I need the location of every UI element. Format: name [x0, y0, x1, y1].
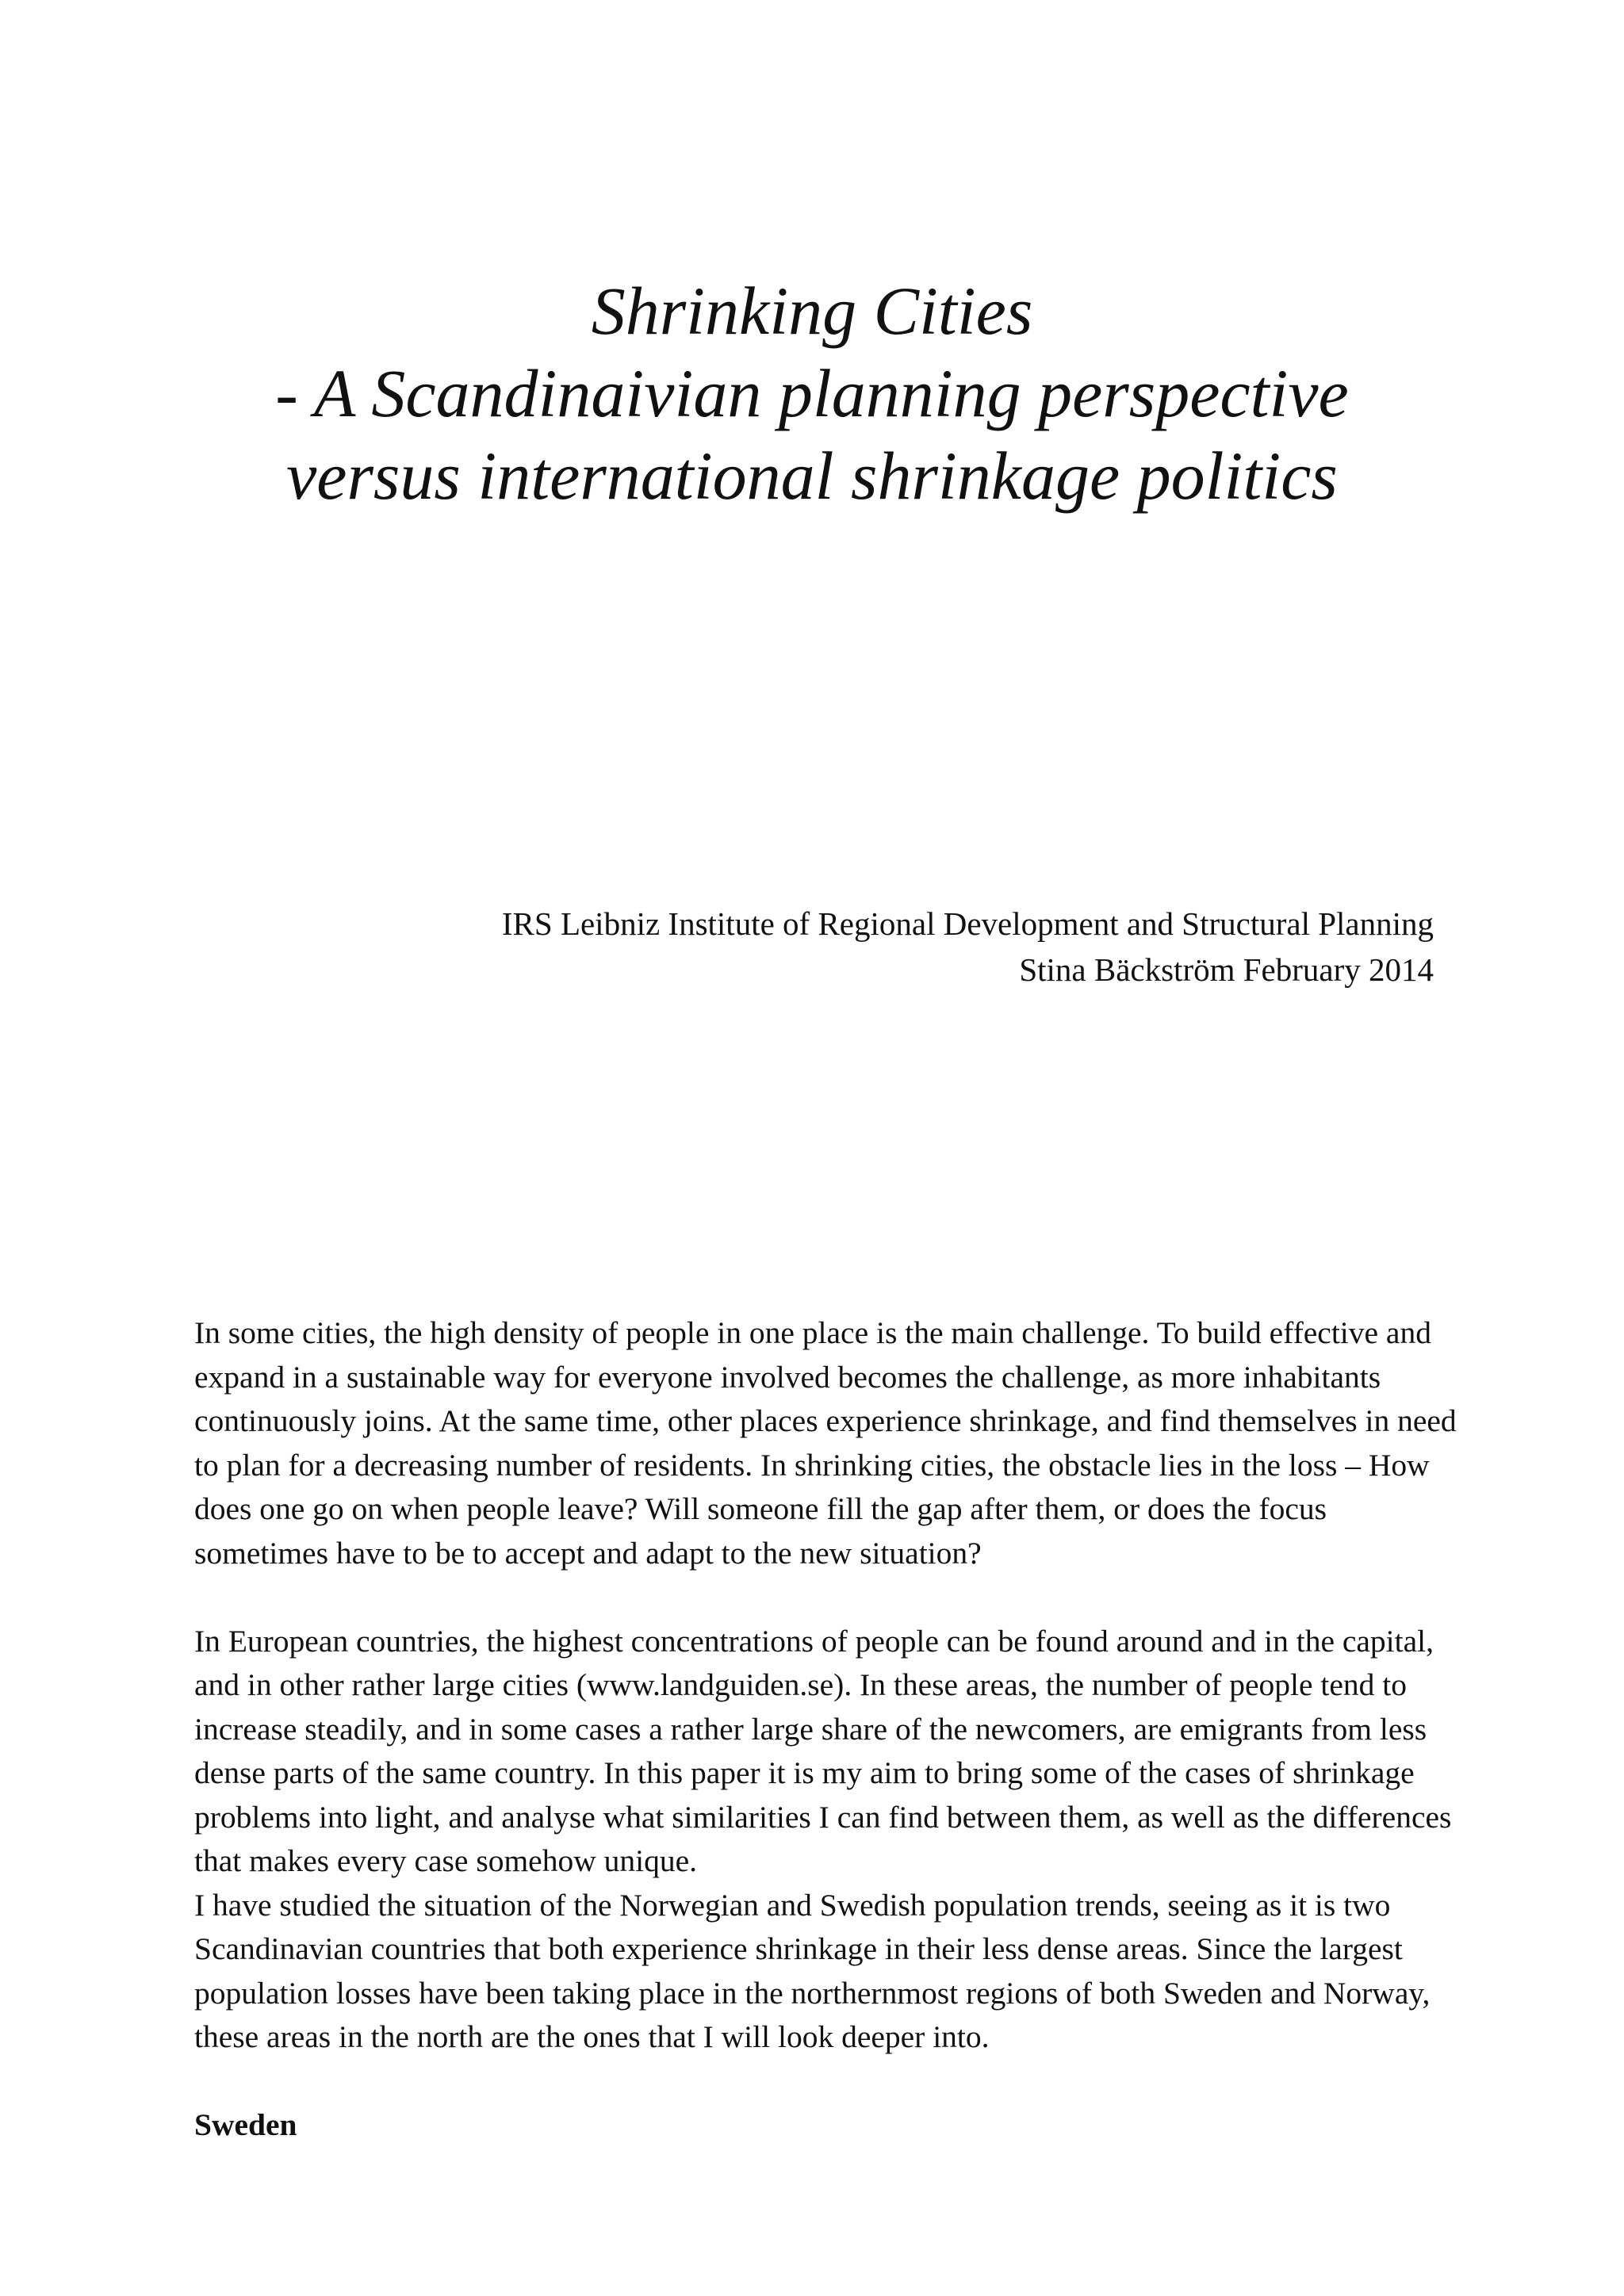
document-title	[0, 270, 1624, 517]
paragraph-european-countries: In European countries, the highest concentrations of people can be found around and in the capital, and in other rather large cities (www.landguiden.se). In these areas, the number of people tend to increase steadily, and in some cases a rather large share of the newcomers, are emigrants from less dense parts of the same country. In this paper it is my aim to bring some of the cases of shrinkage problems into light, and analyse what similarities I can find between them, as well as the differences that makes every case somehow unique.	[194, 1623, 1452, 1878]
paragraph-intro: In some cities, the high density of people in one place is the main challenge. To build effective and expand in a sustainable way for everyone involved becomes the challenge, as more inhabitants continuously joins. At the same time, other places experience shrinkage, and find themselves in need to plan for a decreasing number of residents. In shrinking cities, the obstacle lies in the loss – How does one go on when people leave? Will someone fill the gap after them, or does the focus sometimes have to be to accept and adapt to the new situation?	[194, 1315, 1457, 1571]
body-text	[194, 1311, 1463, 2148]
author-and-date: Stina Bäckström February 2014	[1019, 951, 1434, 988]
title-line-2: - A Scandinaivian planning perspective	[275, 355, 1349, 431]
section-heading-sweden: Sweden	[194, 2107, 297, 2142]
affiliation-block	[502, 901, 1434, 993]
title-line-1: Shrinking Cities	[591, 273, 1033, 349]
paragraph-scandinavian-study: I have studied the situation of the Norwegian and Swedish population trends, seeing as it is two Scandinavian countries that both experience shrinkage in their less dense areas. Since the largest population losses have been taking place in the northernmost regions of both Sweden and Norway, these areas in the north are the ones that I will look deeper into.	[194, 1887, 1431, 2054]
institute-name: IRS Leibniz Institute of Regional Development and Structural Planning	[501, 905, 1434, 942]
title-line-3: versus international shrinkage politics	[286, 438, 1338, 514]
paragraph-spacer	[194, 1575, 1463, 1620]
